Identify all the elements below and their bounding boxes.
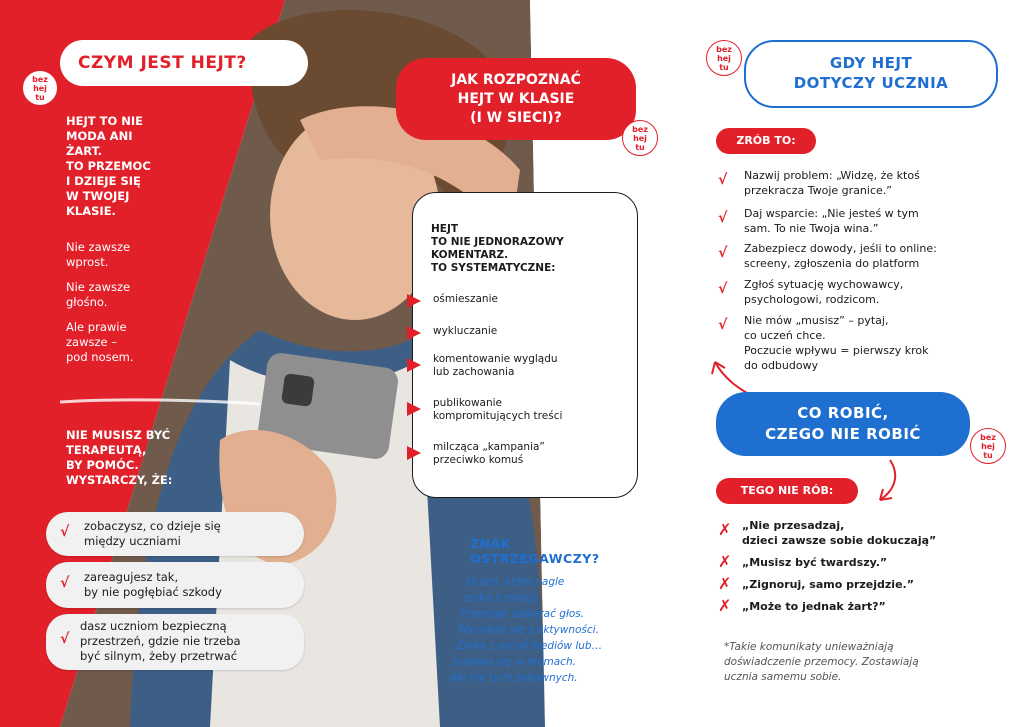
intro-statement: HEJT TO NIE MODA ANI ŻART. TO PRZEMOC I DZIEJE SIĘ W TWOJEJ KLASIE. (66, 114, 151, 218)
check-icon: √ (718, 172, 728, 188)
do-item: Zgłoś sytuację wychowawcy, psychologowi, rodzicom. (744, 278, 904, 306)
check-icon: √ (718, 281, 728, 297)
do-item: Zabezpiecz dowody, jeśli to online: screeny, zgłoszenia do platform (744, 242, 937, 270)
logo-bez-hejtu: bez hej tu (970, 428, 1006, 464)
list-item: milcząca „kampania” przeciwko komuś (413, 441, 637, 473)
note: Nie zawsze głośno. (66, 280, 131, 309)
do-item: Nazwij problem: „Widzę, że ktoś przekracza Twoje granice.” (744, 169, 920, 197)
heading-nie-musisz: NIE MUSISZ BYĆ TERAPEUTĄ, BY POMÓC. WYSTARCZY, ŻE: (66, 428, 173, 487)
bubble-co-robic: CO ROBIĆ, CZEGO NIE ROBIĆ (716, 392, 970, 456)
card-heading: HEJT TO NIE JEDNORAZOWY KOMENTARZ. TO SYSTEMATYCZNE: (431, 223, 564, 274)
check-icon: √ (718, 245, 728, 261)
list-item: wykluczanie (413, 325, 637, 353)
note: Ale prawie zawsze – pod nosem. (66, 320, 134, 364)
card-list (413, 293, 637, 473)
pill-item: √ zobaczysz, co dzieje się między uczniami (46, 512, 304, 556)
pill-item: √ dasz uczniom bezpieczną przestrzeń, gdzie nie trzeba być silnym, żeby przetrwać (46, 614, 304, 670)
cross-icon: ✗ (718, 574, 732, 593)
check-icon: √ (718, 210, 728, 226)
bubble-jak-rozpoznac: JAK ROZPOZNAĆ HEJT W KLASIE (I W SIECI)? (396, 58, 636, 140)
check-icon: √ (60, 631, 70, 647)
title-bubble-gdy-hejt: GDY HEJT DOTYCZY UCZNIA (744, 40, 998, 108)
list-item: publikowanie kompromitujących treści (413, 397, 637, 441)
cross-icon: ✗ (718, 520, 732, 539)
warning-title: ZNAK OSTRZEGAWCZY? (470, 536, 600, 566)
list-item: ośmieszanie (413, 293, 637, 325)
pill-item: √ zareagujesz tak, by nie pogłębiać szkody (46, 562, 304, 608)
note: Nie zawsze wprost. (66, 240, 131, 269)
cross-icon: ✗ (718, 596, 732, 615)
logo-bez-hejtu: bez hej tu (22, 70, 58, 106)
label-tego-nie-rob: TEGO NIE RÓB: (716, 478, 858, 504)
warning-list: Uczeń, który nagle znika z relacji. Przestaje zabierać głos. Wycofuje się z aktywności. Znika z social mediów lub… pojawia się w memach. Ale nie tych zabawnych. (450, 576, 603, 684)
dont-item: „Musisz być twardszy.” (742, 556, 888, 569)
dont-item: „Zignoruj, samo przejdzie.” (742, 578, 914, 591)
label-zrob-to: ZRÓB TO: (716, 128, 816, 154)
check-icon: √ (60, 575, 70, 591)
logo-bez-hejtu: bez hej tu (706, 40, 742, 76)
dont-item: „Nie przesadzaj, dzieci zawsze sobie dokuczają” (742, 519, 937, 547)
card-systematyczne (412, 192, 638, 498)
check-icon: √ (60, 524, 70, 540)
footnote: *Takie komunikaty unieważniają doświadczenie przemocy. Zostawiają ucznia samemu sobie. (724, 641, 919, 683)
title-czym-jest-hejt: CZYM JEST HEJT? (78, 53, 247, 73)
cross-icon: ✗ (718, 552, 732, 571)
logo-bez-hejtu: bez hej tu (622, 120, 658, 156)
check-icon: √ (718, 317, 728, 333)
list-item: komentowanie wyglądu lub zachowania (413, 353, 637, 397)
do-item: Nie mów „musisz” – pytaj, co uczeń chce. Poczucie wpływu = pierwszy krok do odbudowy (744, 314, 929, 372)
do-item: Daj wsparcie: „Nie jesteś w tym sam. To nie Twoja wina.” (744, 207, 919, 235)
dont-item: „Może to jednak żart?” (742, 600, 886, 613)
notes-list (66, 240, 134, 365)
title-bubble-czym-jest-hejt (60, 40, 308, 86)
